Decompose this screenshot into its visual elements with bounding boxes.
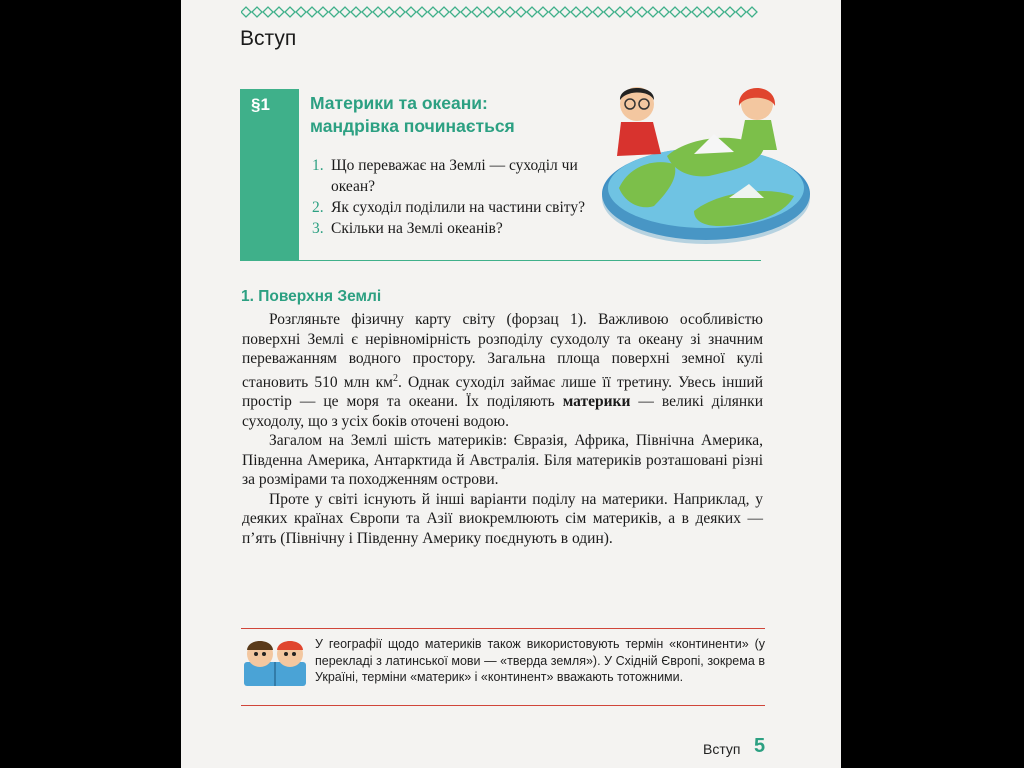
decorative-diamond xyxy=(505,7,515,17)
decorative-diamond xyxy=(703,7,713,17)
section-title-line1: Материки та океани: xyxy=(310,93,488,113)
decorative-diamond xyxy=(428,7,438,17)
page-number: 5 xyxy=(754,735,766,757)
question-text: Як суходіл поділили на частини світу? xyxy=(331,199,586,216)
decorative-diamond xyxy=(329,7,339,17)
section-questions xyxy=(312,155,612,239)
decorative-diamond xyxy=(516,7,526,17)
decorative-diamond xyxy=(747,7,757,17)
decorative-diamond xyxy=(714,7,724,17)
decorative-diamond xyxy=(659,7,669,17)
chapter-header: Вступ xyxy=(240,27,297,50)
paragraph: Загалом на Землі шість материків: Євразія, Африка, Північна Америка, Південна Америка, Антарктида й Австралія. Біля материків розташовані різні за розмірами та походженням острови. xyxy=(242,432,763,489)
decorative-diamond xyxy=(527,7,537,17)
question-item xyxy=(312,155,612,197)
girl-figure xyxy=(739,88,777,150)
decorative-diamond xyxy=(384,7,394,17)
kids-reading-icon xyxy=(238,632,312,690)
decorative-diamond xyxy=(274,7,284,17)
decorative-diamond xyxy=(340,7,350,17)
decorative-diamond xyxy=(692,7,702,17)
question-text: Що переважає на Землі — суходіл чи океан? xyxy=(331,157,578,195)
kids-globe-illustration xyxy=(599,76,814,248)
decorative-diamond xyxy=(406,7,416,17)
boy-figure xyxy=(617,87,661,156)
decorative-diamond xyxy=(373,7,383,17)
section-number: §1 xyxy=(251,95,270,114)
decorative-diamond xyxy=(439,7,449,17)
decorative-diamond xyxy=(461,7,471,17)
decorative-diamond xyxy=(582,7,592,17)
decorative-diamond xyxy=(560,7,570,17)
bold-term: материки xyxy=(562,393,631,411)
question-number: 1. xyxy=(312,157,324,174)
note-text: У географії щодо материків також використовують термін «континенти» (у перекладі з латинської мови — «тверда земля»). У Східній Європі, зокрема в Україні, терміни «материк» і «континент» вважають тотожними. xyxy=(315,637,765,684)
question-text: Скільки на Землі океанів? xyxy=(331,220,503,237)
decorative-diamond xyxy=(351,7,361,17)
question-item xyxy=(312,197,612,218)
decorative-diamond xyxy=(241,7,251,17)
question-number: 2. xyxy=(312,199,324,216)
body-text xyxy=(242,310,763,548)
decorative-diamond xyxy=(549,7,559,17)
subsection-heading: 1. Поверхня Землі xyxy=(241,288,382,305)
section-divider xyxy=(299,260,761,261)
footer-label: Вступ xyxy=(703,741,741,757)
decorative-diamond xyxy=(681,7,691,17)
decorative-diamond xyxy=(307,7,317,17)
note-rule-bottom xyxy=(241,705,765,706)
decorative-diamond xyxy=(736,7,746,17)
decorative-diamond xyxy=(362,7,372,17)
decorative-diamond xyxy=(450,7,460,17)
decorative-diamond xyxy=(725,7,735,17)
question-number: 3. xyxy=(312,220,324,237)
decorative-diamond xyxy=(252,7,262,17)
decorative-diamond xyxy=(604,7,614,17)
decorative-diamond xyxy=(494,7,504,17)
decorative-border xyxy=(241,6,765,18)
decorative-diamond xyxy=(648,7,658,17)
decorative-diamond xyxy=(626,7,636,17)
decorative-diamond xyxy=(296,7,306,17)
decorative-diamond xyxy=(571,7,581,17)
decorative-diamond xyxy=(318,7,328,17)
decorative-diamond xyxy=(395,7,405,17)
paragraph: Розгляньте фізичну карту світу (форзац 1). Важливою особливістю поверхні Землі є нерівномірність розподілу суходолу та океану зі значним переважанням водного простору. Загальна площа поверхні земної кулі становить 510 млн $км^2$. Однак суходіл займає лише її третину. Увесь інший простір — це моря та океани. Їх поділяють материки — великі ділянки суходолу, що з усіх боків оточені водою. xyxy=(242,311,763,430)
decorative-diamond xyxy=(263,7,273,17)
decorative-diamond xyxy=(637,7,647,17)
decorative-diamond xyxy=(285,7,295,17)
paragraph: Проте у світі існують й інші варіанти поділу на материки. Наприклад, у деяких країнах Європи та Азії виокремлюють сім материків, а в деяких — п’ять (Північну і Південну Америку поєднують в один). xyxy=(242,490,763,547)
decorative-diamond xyxy=(670,7,680,17)
textbook-page xyxy=(181,0,841,768)
decorative-diamond xyxy=(615,7,625,17)
section-title xyxy=(310,92,640,138)
decorative-diamond xyxy=(417,7,427,17)
decorative-diamond xyxy=(538,7,548,17)
section-badge xyxy=(240,89,299,261)
question-item xyxy=(312,218,612,239)
decorative-diamond xyxy=(593,7,603,17)
decorative-diamond xyxy=(483,7,493,17)
decorative-diamond xyxy=(472,7,482,17)
section-title-line2: мандрівка починається xyxy=(310,116,515,136)
note-rule-top xyxy=(241,628,765,629)
